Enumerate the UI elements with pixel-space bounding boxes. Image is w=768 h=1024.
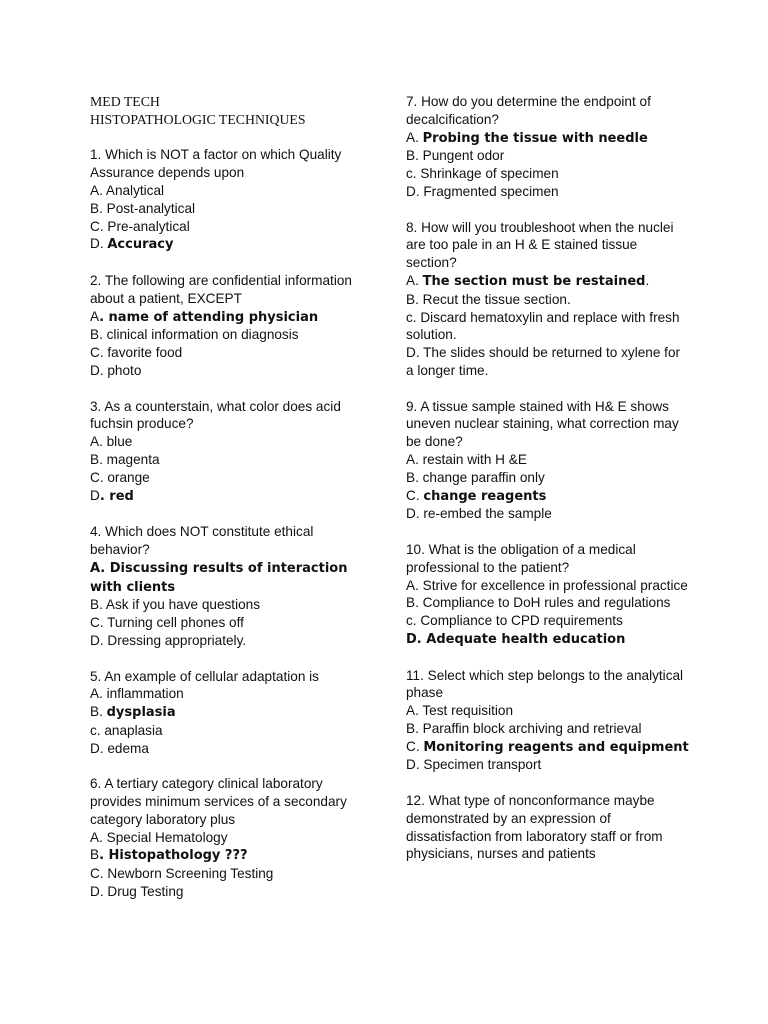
answer-option — [90, 326, 375, 344]
option-text: blue — [106, 434, 133, 450]
option-prefix: D. — [406, 506, 424, 522]
option-prefix: C. — [406, 738, 424, 754]
option-text: Compliance to CPD requirements — [420, 613, 623, 629]
option-prefix: B. — [406, 291, 423, 307]
option-prefix: D. — [406, 183, 424, 199]
option-text: Pungent odor — [422, 148, 505, 164]
answer-option — [406, 702, 691, 720]
option-prefix: A. — [90, 686, 107, 702]
option-prefix: A. — [406, 129, 423, 145]
answer-option — [90, 451, 375, 469]
option-prefix: c. — [406, 309, 421, 325]
answer-option — [406, 720, 691, 738]
option-prefix: D. — [406, 345, 424, 361]
option-text: Discard hematoxylin and replace with fresh solution. — [406, 309, 680, 343]
question-12 — [406, 792, 691, 863]
option-text: anaplasia — [104, 722, 163, 738]
question-6 — [90, 775, 375, 901]
answer-option — [406, 147, 691, 165]
option-text: Compliance to DoH rules and regulations — [422, 595, 671, 611]
answer-option — [406, 344, 691, 380]
question-stem: 10. What is the obligation of a medical professional to the patient? — [406, 541, 636, 575]
question-3 — [90, 398, 375, 506]
answer-option — [90, 722, 375, 740]
correct-answer-text: Probing the tissue with needle — [422, 130, 648, 146]
option-text: Newborn Screening Testing — [107, 866, 274, 882]
correct-answer-text: . red — [99, 488, 134, 504]
answer-option — [90, 632, 375, 650]
answer-option — [406, 630, 691, 649]
option-prefix: B. — [90, 327, 107, 343]
correct-answer-text: . Histopathology ??? — [99, 848, 248, 864]
option-prefix: A. — [90, 182, 106, 198]
answer-option — [90, 362, 375, 380]
question-stem: 6. A tertiary category clinical laboratory provides minimum services of a secondary category laboratory plus — [90, 776, 347, 827]
option-prefix: B. — [406, 469, 423, 485]
correct-answer-text: . name of attending physician — [99, 309, 319, 325]
option-prefix: B. — [406, 148, 423, 164]
option-text: restain with H &E — [422, 451, 527, 467]
option-prefix: D — [90, 487, 100, 503]
answer-option — [90, 218, 375, 236]
answer-option — [406, 272, 691, 291]
option-prefix: A — [90, 308, 100, 324]
question-stem: 9. A tissue sample stained with H& E shows uneven nuclear staining, what correction may be done? — [406, 398, 679, 450]
title-line-1: MED TECH — [90, 94, 160, 109]
left-column — [90, 93, 375, 919]
option-prefix: c. — [406, 613, 421, 629]
option-prefix: C. — [90, 469, 108, 485]
option-text: photo — [107, 362, 142, 378]
option-prefix: A. — [406, 451, 423, 467]
option-text: Pre-analytical — [107, 218, 190, 234]
question-10 — [406, 541, 691, 649]
answer-option — [406, 469, 691, 487]
question-2 — [90, 272, 375, 380]
question-4 — [90, 523, 375, 650]
question-9 — [406, 398, 691, 524]
question-stem: 12. What type of nonconformance maybe demonstrated by an expression of dissatisfaction from laboratory staff or from physicians, nurses and patients — [406, 793, 663, 862]
right-question-list — [406, 93, 691, 863]
option-prefix: B. — [90, 597, 106, 613]
question-stem: 1. Which is NOT a factor on which Quality Assurance depends upon — [90, 147, 342, 181]
option-text: re-embed the sample — [423, 506, 552, 522]
answer-option — [90, 829, 375, 847]
answer-option — [406, 738, 691, 757]
option-text: clinical information on diagnosis — [106, 327, 299, 343]
left-question-list — [90, 146, 375, 900]
option-prefix: A. — [406, 577, 423, 593]
option-text: inflammation — [106, 686, 184, 702]
option-prefix: C. — [90, 218, 108, 234]
option-text: Turning cell phones off — [107, 615, 244, 631]
option-prefix: A. — [90, 434, 107, 450]
answer-option — [90, 703, 375, 722]
option-text: orange — [107, 469, 150, 485]
answer-option — [90, 433, 375, 451]
answer-option — [406, 183, 691, 201]
answer-option — [406, 505, 691, 523]
option-prefix: D. — [90, 362, 108, 378]
answer-option — [406, 487, 691, 506]
answer-option — [406, 756, 691, 774]
correct-answer-text: Monitoring reagents and equipment — [423, 739, 689, 755]
option-prefix: D. — [90, 740, 108, 756]
question-1 — [90, 146, 375, 254]
answer-option — [90, 685, 375, 703]
option-text: Special Hematology — [106, 829, 228, 845]
option-prefix: B — [90, 847, 100, 863]
option-prefix: c. — [90, 722, 105, 738]
answer-option — [90, 740, 375, 758]
option-prefix: D. — [90, 884, 108, 900]
option-text: Drug Testing — [107, 884, 184, 900]
correct-answer-text: change reagents — [423, 488, 547, 504]
answer-option — [90, 344, 375, 362]
option-prefix: A. — [406, 272, 423, 288]
option-text: Ask if you have questions — [105, 597, 261, 613]
answer-option — [406, 165, 691, 183]
question-stem: 2. The following are confidential information about a patient, EXCEPT — [90, 272, 352, 306]
answer-option — [406, 309, 691, 345]
answer-option — [406, 291, 691, 309]
answer-option — [90, 614, 375, 632]
option-text: Analytical — [105, 182, 165, 198]
answer-option — [90, 596, 375, 614]
option-text: Fragmented specimen — [423, 183, 559, 199]
option-prefix: C. — [90, 615, 108, 631]
option-prefix: B. — [90, 200, 107, 216]
answer-option — [406, 451, 691, 469]
option-text: Strive for excellence in professional practice — [422, 577, 688, 593]
option-text: edema — [107, 740, 149, 756]
answer-option — [406, 577, 691, 595]
option-text: Specimen transport — [423, 757, 542, 773]
answer-option — [406, 612, 691, 630]
answer-option — [406, 594, 691, 612]
answer-option — [406, 129, 691, 148]
option-text: Post-analytical — [106, 200, 196, 216]
option-prefix: B. — [90, 704, 107, 720]
title-line-2: HISTOPATHOLOGIC TECHNIQUES — [90, 111, 306, 127]
option-prefix: C. — [90, 345, 108, 361]
answer-option — [90, 308, 375, 327]
question-5 — [90, 668, 375, 758]
question-stem: 11. Select which step belongs to the analytical phase — [406, 667, 684, 701]
option-text: change paraffin only — [422, 469, 545, 485]
answer-option — [90, 200, 375, 218]
answer-option — [90, 235, 375, 254]
question-stem: 3. As a counterstain, what color does acid fuchsin produce? — [90, 398, 341, 432]
correct-answer-text: D. Adequate health education — [406, 631, 626, 647]
correct-answer-text: dysplasia — [106, 705, 176, 721]
option-prefix: A. — [90, 829, 107, 845]
answer-option — [90, 559, 375, 597]
option-prefix: B. — [406, 595, 423, 611]
question-stem: 8. How will you troubleshoot when the nuclei are too pale in an H & E stained tissue section? — [406, 219, 674, 271]
option-text: Paraffin block archiving and retrieval — [422, 720, 642, 736]
option-prefix: B. — [90, 451, 107, 467]
correct-answer-text: The section must be restained — [422, 273, 646, 289]
question-stem: 7. How do you determine the endpoint of decalcification? — [406, 94, 651, 127]
option-prefix: A. — [406, 703, 423, 719]
right-column — [406, 93, 691, 881]
document-title — [90, 93, 375, 129]
option-prefix: C. — [406, 487, 424, 503]
answer-option — [90, 182, 375, 200]
option-prefix: B. — [406, 720, 423, 736]
option-text: favorite food — [107, 345, 183, 361]
option-prefix: C. — [90, 866, 108, 882]
question-11 — [406, 667, 691, 775]
answer-option — [90, 469, 375, 487]
option-text: Test requisition — [422, 703, 514, 719]
option-suffix: . — [645, 272, 650, 288]
question-7 — [406, 93, 691, 201]
option-prefix: D. — [90, 632, 108, 648]
option-text: The slides should be returned to xylene for a longer time. — [406, 345, 681, 378]
option-text: Shrinkage of specimen — [420, 166, 559, 182]
question-stem: 4. Which does NOT constitute ethical behavior? — [90, 524, 314, 557]
answer-option — [90, 846, 375, 865]
correct-answer-text: A. Discussing results of interaction with clients — [90, 560, 348, 595]
option-text: Recut the tissue section. — [422, 291, 571, 307]
answer-option — [90, 883, 375, 901]
option-text: magenta — [106, 451, 160, 467]
option-prefix: c. — [406, 166, 421, 182]
answer-option — [90, 865, 375, 883]
question-8 — [406, 219, 691, 380]
option-prefix: D. — [406, 757, 424, 773]
option-text: Dressing appropriately. — [107, 632, 247, 648]
option-prefix: D. — [90, 236, 108, 252]
answer-option — [90, 487, 375, 506]
question-stem: 5. An example of cellular adaptation is — [90, 668, 319, 684]
correct-answer-text: Accuracy — [107, 237, 174, 253]
